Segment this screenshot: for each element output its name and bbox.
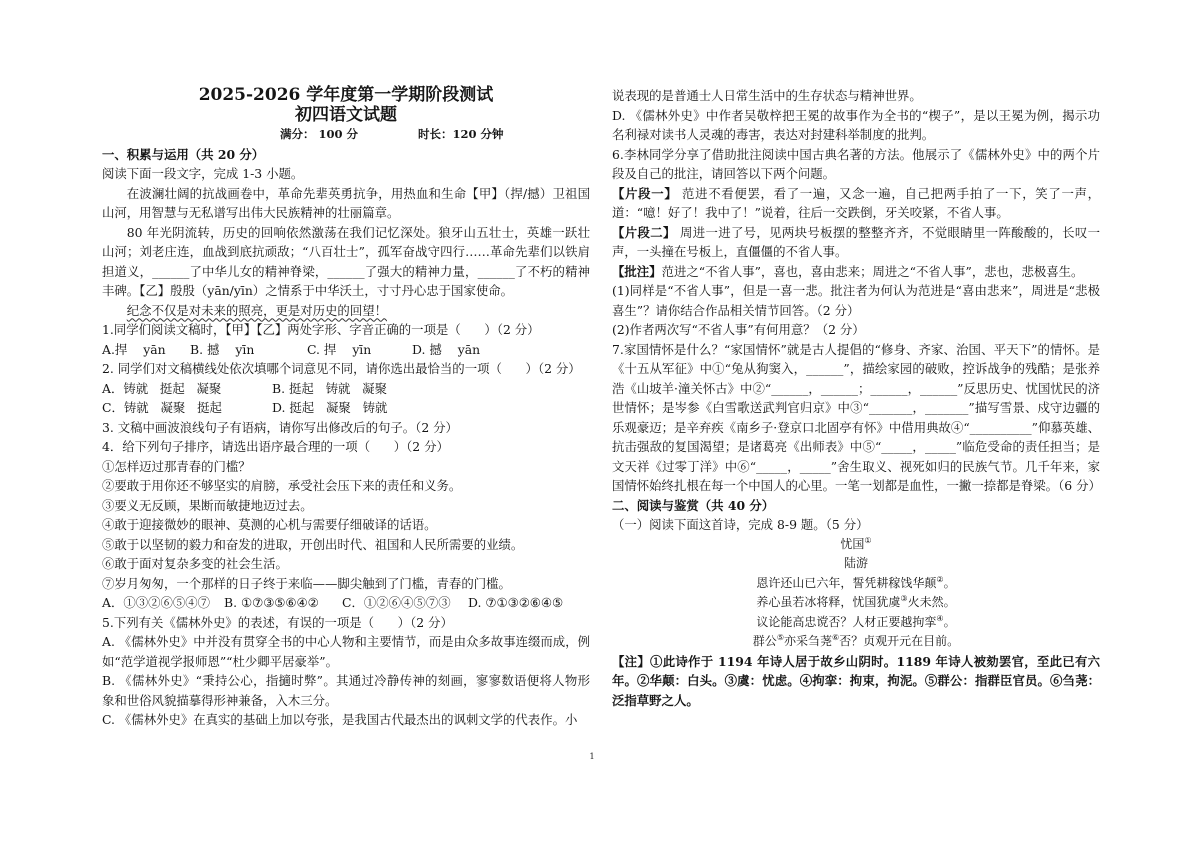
- exam-meta: [102, 125, 590, 145]
- option-pinyin: yīn: [352, 341, 372, 357]
- q5-option-b: B. 《儒林外史》“秉持公心，指擿时弊”。其通过冷静传神的刻画，寥寥数语便将人物形象和世俗风貌描摹得形神兼备，入木三分。: [102, 673, 590, 708]
- note-text: ①此诗作于 1194 年诗人居于故乡山阴时。1189 年诗人被劾罢官，至此已有六年。②华颠：白头。③虞：忧虑。④拘挛：拘束，拘泥。⑤群公：指群臣官员。⑥刍荛：泛指草野之人。: [612, 653, 1101, 708]
- poem-text: 。: [943, 614, 956, 629]
- passage-paragraph-1: 在波澜壮阔的抗战画卷中，革命先辈英勇抗争，用热血和生命【甲】（捍/撼）卫祖国山河，用智慧与无私谱写出伟大民族精神的壮丽篇章。: [102, 185, 590, 220]
- q6-sub-question-2: (2)作者两次写“不省人事”有何用意？（2 分）: [612, 322, 865, 337]
- q4-option-b: B. ①⑦③⑤⑥④②: [224, 595, 319, 610]
- poem-text: 火未然。: [907, 595, 956, 609]
- poem-text: 否？贞观开元在目前。: [839, 634, 960, 648]
- poem-line-3: [612, 613, 1100, 633]
- part2-heading: 二、阅读与鉴赏（共 40 分）: [612, 497, 775, 513]
- poem-text: 恩许还山已六年，誓凭耕稼饯华颠: [756, 575, 937, 590]
- poem-line-4: [612, 632, 1100, 652]
- poem-title-text: 忧国: [840, 536, 865, 551]
- poem-text: 养心虽若冰将释，忧国犹虞: [756, 595, 901, 609]
- q4-stem: 4．给下列句子排序，请选出语序最合理的一项（ ）（2 分）: [102, 439, 449, 454]
- q6-sub-question-1: (1)同样是“不省人事”，但是一喜一悲。批注者为何认为范进是“喜由悲来”，周进是“悲极喜生”？请你结合作品相关情节回答。（2 分）: [612, 283, 1100, 318]
- right-column: [612, 86, 1100, 710]
- option-label: C. 捍: [307, 341, 337, 357]
- option-pinyin: yān: [143, 341, 166, 357]
- poem-author: 陆游: [843, 556, 868, 570]
- poem-notes: [612, 652, 1100, 711]
- poem-text: 议论能高忠谠否？人材正要越拘挛: [756, 614, 937, 629]
- poem-title: [612, 535, 1100, 555]
- q5-option-c-continued: 说表现的是普通士人日常生活中的生存状态与精神世界。: [612, 88, 922, 103]
- option-label: B. 撼: [190, 341, 220, 357]
- fragment-text: 范进不看便罢，看了一遍，又念一遍，自己把两手拍了一下，笑了一声，道：“噫！好了！我中了！”说着，往后一交跌倒，牙关咬紧，不省人事。: [612, 185, 1100, 220]
- q4-option-a: A．①③②⑥⑤④⑦: [102, 595, 211, 610]
- left-column: [102, 86, 590, 730]
- poem-text: 群公: [752, 634, 777, 648]
- note-mark: ⑥: [832, 633, 840, 642]
- note-mark: ⑤: [776, 633, 784, 642]
- q4-options: [102, 593, 590, 613]
- q4-sentence-3: ③要义无反顾，果断而敏捷地迈过去。: [102, 497, 313, 513]
- q1-options: [102, 340, 590, 360]
- part1-intro: 阅读下面一段文字，完成 1-3 小题。: [102, 166, 304, 181]
- q1-option-d: [412, 340, 590, 360]
- fragment-text: 周进一进了号，见两块号板摆的整整齐齐，不觉眼睛里一阵酸酸的，长叹一声，一头撞在号板上，直僵僵的不省人事。: [612, 224, 1100, 259]
- q6-stem: 6.李林同学分享了借助批注阅读中国古典名著的方法。他展示了《儒林外史》中的两个片段及自己的批注，请回答以下两个问题。: [612, 146, 1100, 181]
- q4-sentence-4: ④敢于迎接微妙的眼神、莫测的心机与需要仔细破译的话语。: [102, 517, 437, 532]
- q4-sentence-5: ⑤敢于以坚韧的毅力和奋发的进取，开创出时代、祖国和人民所需要的业绩。: [102, 536, 524, 552]
- q4-option-c: C．①②⑥④⑤⑦③: [342, 595, 451, 610]
- q5-stem: 5.下列有关《儒林外史》的表述，有误的一项是（ ）（2 分）: [102, 614, 453, 630]
- exam-subtitle: 初四语文试题: [295, 104, 397, 125]
- passage-paragraph-2: 80 年光阴流转，历史的回响依然激荡在我们记忆深处。狼牙山五壮士，英雄一跃壮山河；刘老庄连，血战到底抗顽敌；“八百壮士”，孤军奋战守四行……革命先辈们以铁肩担道义，______了中华儿女的精神脊梁，______了强大的精神力量，______了不朽的精神丰碑。【乙】殷殷（yān/yīn）之情系于中华沃土，寸寸丹心忠于国家使命。: [102, 224, 590, 298]
- q1-option-b: [190, 340, 307, 360]
- poem-text: 。: [943, 575, 956, 590]
- duration: 时长：120 分钟: [418, 127, 504, 141]
- q2-option-a: A．铸就 挺起 凝聚: [102, 380, 222, 396]
- note-mark: ③: [900, 594, 908, 603]
- fragment-label: 【片段二】: [612, 224, 676, 240]
- q2-option-c: C．铸就 凝聚 挺起: [102, 400, 222, 415]
- annotation-text: 范进之“不省人事”，喜也，喜由悲来；周进之“不省人事”，悲也，悲极喜生。: [661, 263, 1084, 279]
- q5-option-c: C. 《儒林外史》在真实的基础上加以夸张，是我国古代最杰出的讽刺文学的代表作。小: [102, 712, 578, 727]
- q5-option-a: A. 《儒林外史》中并没有贯穿全书的中心人物和主要情节，而是由众多故事连缀而成，例如“范学道视学报师恩”“杜少卿平居豪举”。: [102, 634, 590, 669]
- option-pinyin: yān: [457, 341, 481, 357]
- annotation-label: 【批注】: [612, 263, 662, 279]
- option-label: A.捍: [102, 341, 128, 357]
- q6-fragment-2: [612, 223, 1100, 262]
- option-label: D. 撼: [412, 341, 442, 357]
- full-score: 满分： 100 分: [280, 127, 359, 141]
- poem-title-note-mark: ①: [864, 535, 872, 545]
- page-number: 1: [589, 752, 595, 761]
- q2-options: [102, 379, 590, 418]
- q1-option-c: [307, 340, 412, 360]
- q3-stem: 3. 文稿中画波浪线句子有语病，请你写出修改后的句子。（2 分）: [102, 419, 458, 435]
- note-mark: ②: [936, 574, 944, 584]
- q6-annotation: [612, 262, 1100, 282]
- poem-line-2: [612, 593, 1100, 613]
- wavy-underlined-sentence: 纪念不仅是对未来的照亮，更是对历史的回望！: [126, 302, 387, 318]
- exam-title: 2025-2026 学年度第一学期阶段测试: [198, 85, 494, 105]
- q4-sentence-6: ⑥敢于面对复杂多变的社会生活。: [102, 556, 288, 571]
- q4-sentence-1: ①怎样迈过那青春的门槛？: [102, 458, 251, 474]
- note-mark: ④: [936, 613, 944, 623]
- part1-heading: 一、积累与运用（共 20 分）: [102, 146, 265, 162]
- q1-option-a: [102, 340, 190, 360]
- q5-option-d: D. 《儒林外史》中作者吴敬梓把王冕的故事作为全书的“楔子”，是以王冕为例，揭示功名利禄对读书人灵魂的毒害，表达对封建科举制度的批判。: [612, 107, 1100, 142]
- poem-line-1: [612, 574, 1100, 594]
- q4-sentence-2: ②要敢于用你还不够坚实的肩膀，承受社会压下来的责任和义务。: [102, 478, 462, 493]
- q4-option-d: D. ⑦①③②⑥④⑤: [468, 595, 564, 610]
- note-label: 【注】: [612, 653, 651, 669]
- poem-text: 亦采刍荛: [783, 634, 832, 648]
- q2-option-d: D. 挺起 凝聚 铸就: [272, 400, 388, 415]
- q1-stem: 1.同学们阅读文稿时，【甲】【乙】两处字形、字音正确的一项是（ ）（2 分）: [102, 322, 540, 337]
- fragment-label: 【片段一】: [612, 185, 678, 201]
- q6-fragment-1: [612, 184, 1100, 223]
- q4-sentence-7: ⑦岁月匆匆，一个那样的日子终于来临——脚尖触到了门槛，青春的门槛。: [102, 575, 511, 591]
- q7-text: 7.家国情怀是什么？“家国情怀”就是古人提倡的“修身、齐家、治国、平天下”的情怀。是《十五从军征》中①“兔从狗窦入，______”，描绘家园的破败，控诉战争的残酷；是张养浩《山坡羊·潼关怀古》中②“______，______；______，______”反思历史、忧国忧民的济世情怀；是岑参《白雪歌送武判官归京》中③“_______，_______”描写雪景、戍守边疆的乐观豪迈；是辛弃疾《南乡子·登京口北固亭有怀》中借用典故④“__________”仰慕英雄、抗击强敌的复国渴望；是诸葛亮《出师表》中⑤“_____，_____”临危受命的责任担当；是文天祥《过零丁洋》中⑥“_____，_____”舍生取义、视死如归的民族气节。几千年来，家国情怀始终扎根在每一个中国人的心里。一笔一划都是血性，一撇一捺都是脊梁。（6 分）: [612, 341, 1101, 493]
- part2-intro: （一）阅读下面这首诗，完成 8-9 题。（5 分）: [612, 517, 869, 532]
- q2-stem: 2. 同学们对文稿横线处依次填哪个词意见不同，请你选出最恰当的一项（ ）（2 分）: [102, 361, 581, 376]
- option-pinyin: yīn: [235, 341, 255, 357]
- q2-option-b: B. 挺起 铸就 凝聚: [272, 380, 387, 396]
- passage-paragraph-3: [102, 301, 590, 321]
